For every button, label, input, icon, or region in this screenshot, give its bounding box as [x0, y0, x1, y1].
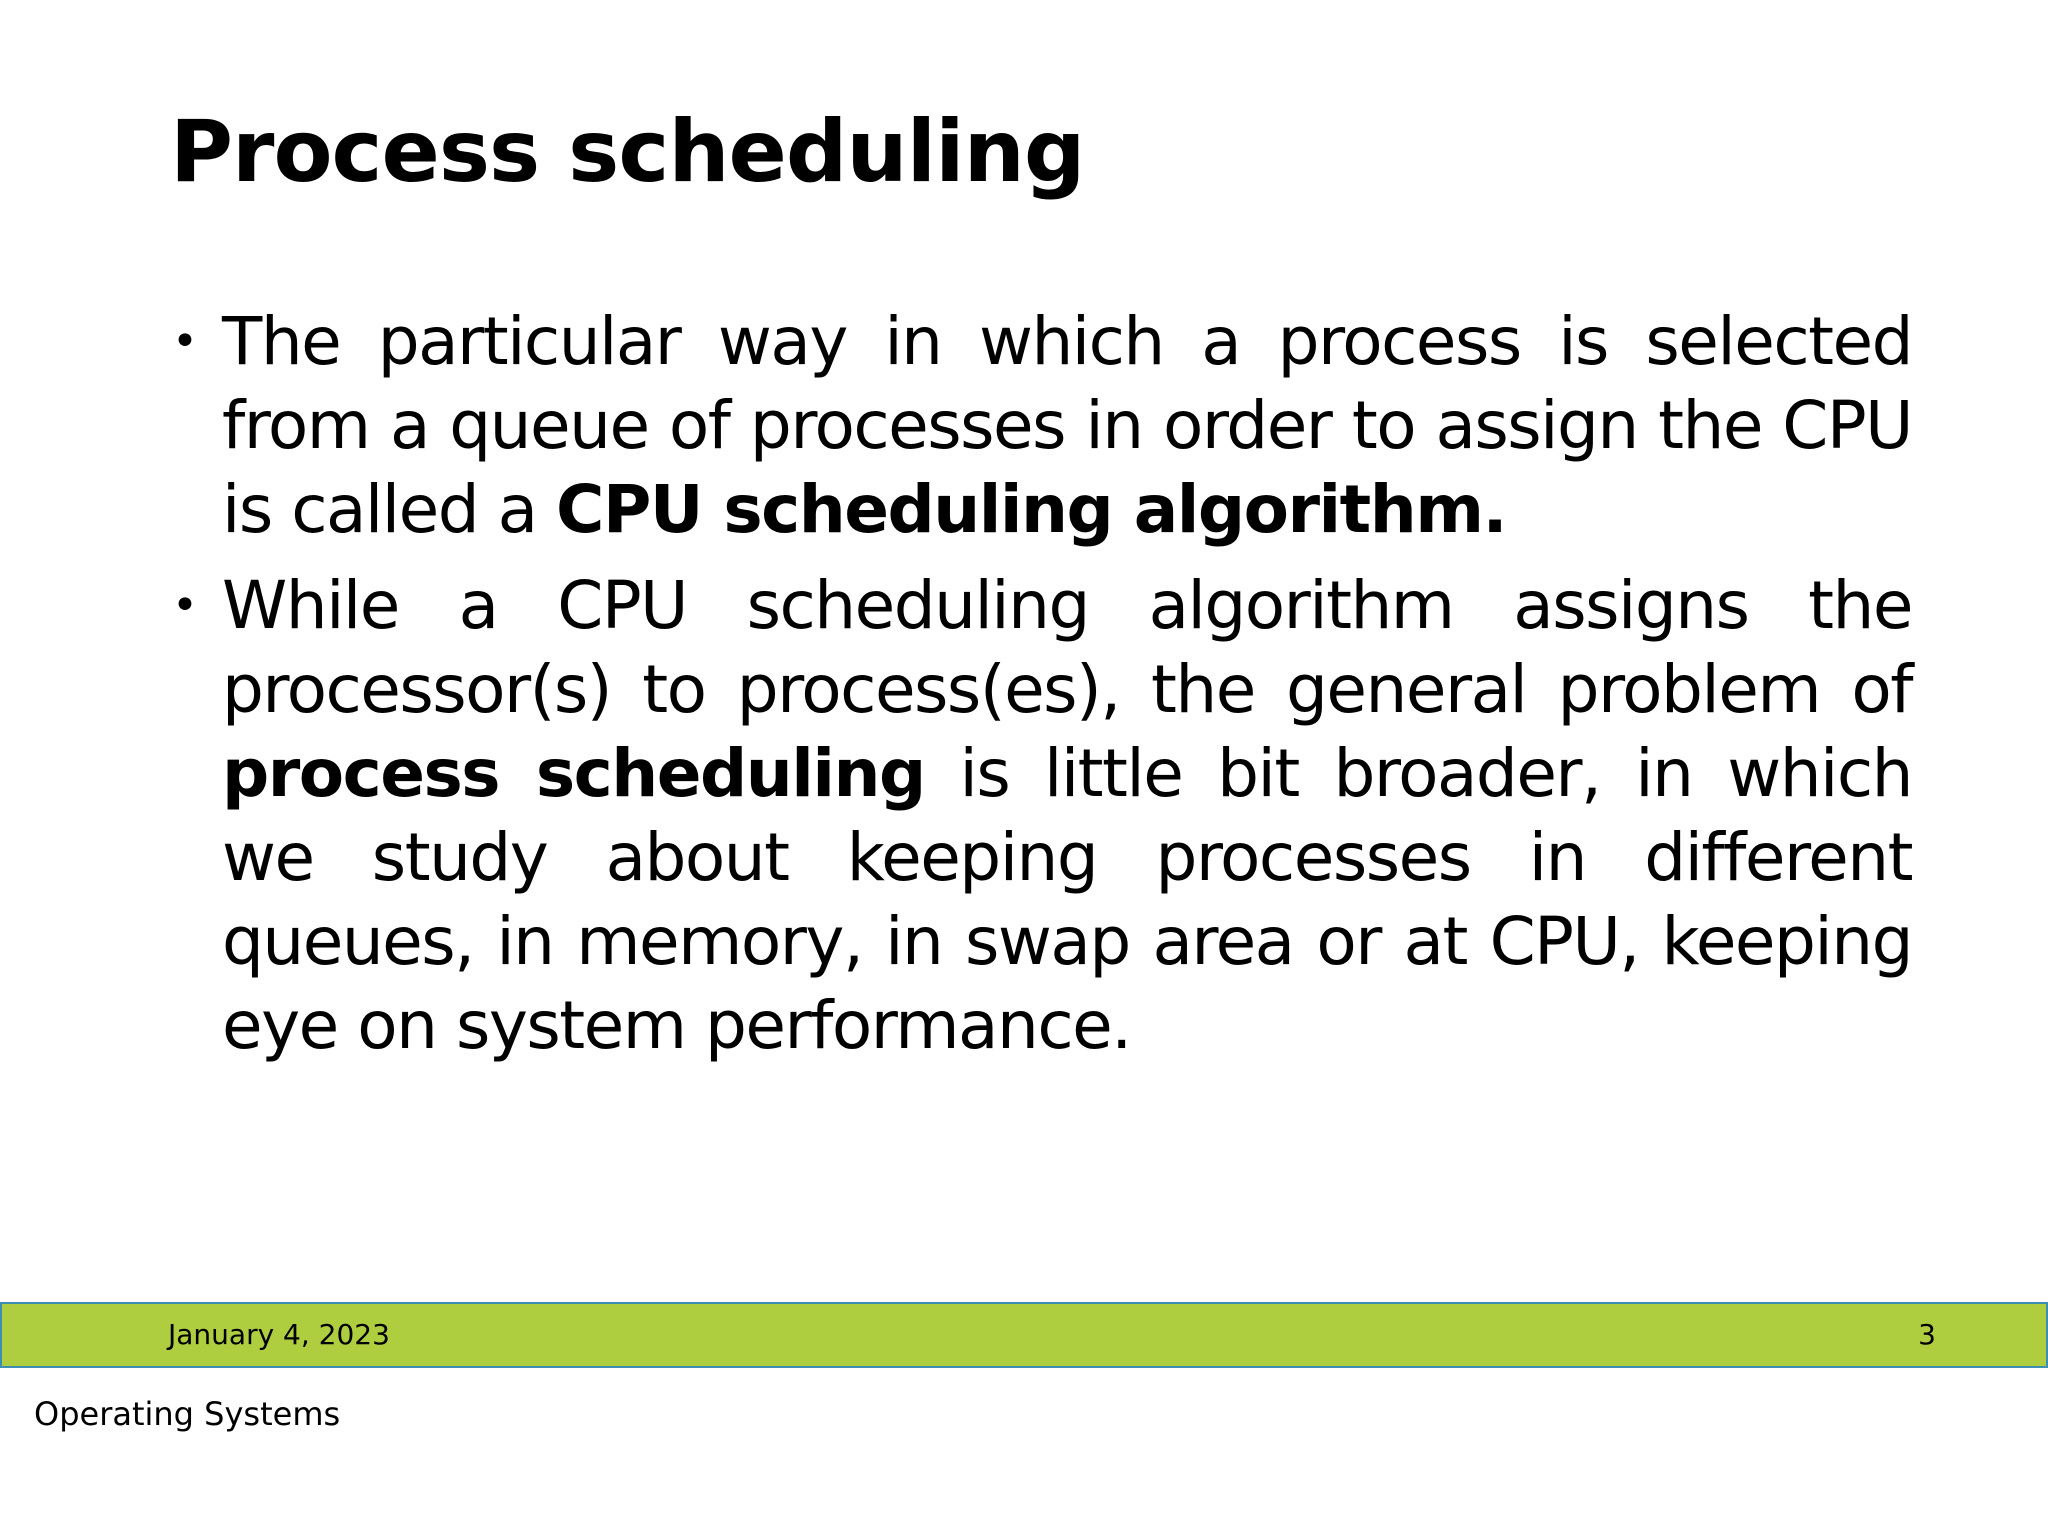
bullet-text: While a CPU scheduling algorithm assigns the processor(s) to process(es), the general problem of — [222, 567, 1912, 728]
bullet-item-2 — [170, 564, 1912, 1068]
bullet-marker: • — [172, 580, 197, 631]
bullet-text-after: is little bit broader, in which we study about keeping processes in different queues, in memory, in swap area or at CPU, keeping eye on system performance. — [222, 735, 1913, 1064]
bullet-item-1 — [170, 300, 1912, 552]
bullet-list — [170, 300, 1912, 1080]
page-number: 3 — [1918, 1318, 1936, 1351]
bullet-marker: • — [172, 316, 197, 367]
course-name: Operating Systems — [34, 1395, 341, 1433]
bullet-bold-term: process scheduling — [222, 735, 925, 812]
slide-title: Process scheduling — [170, 102, 1085, 202]
bullet-text: The particular way in which a process is selected from a queue of processes in order to assign the CPU is called a — [222, 303, 1912, 548]
footer-bar — [0, 1302, 2048, 1368]
bullet-bold-term: CPU scheduling algorithm. — [556, 471, 1507, 548]
footer-date: January 4, 2023 — [168, 1318, 390, 1351]
